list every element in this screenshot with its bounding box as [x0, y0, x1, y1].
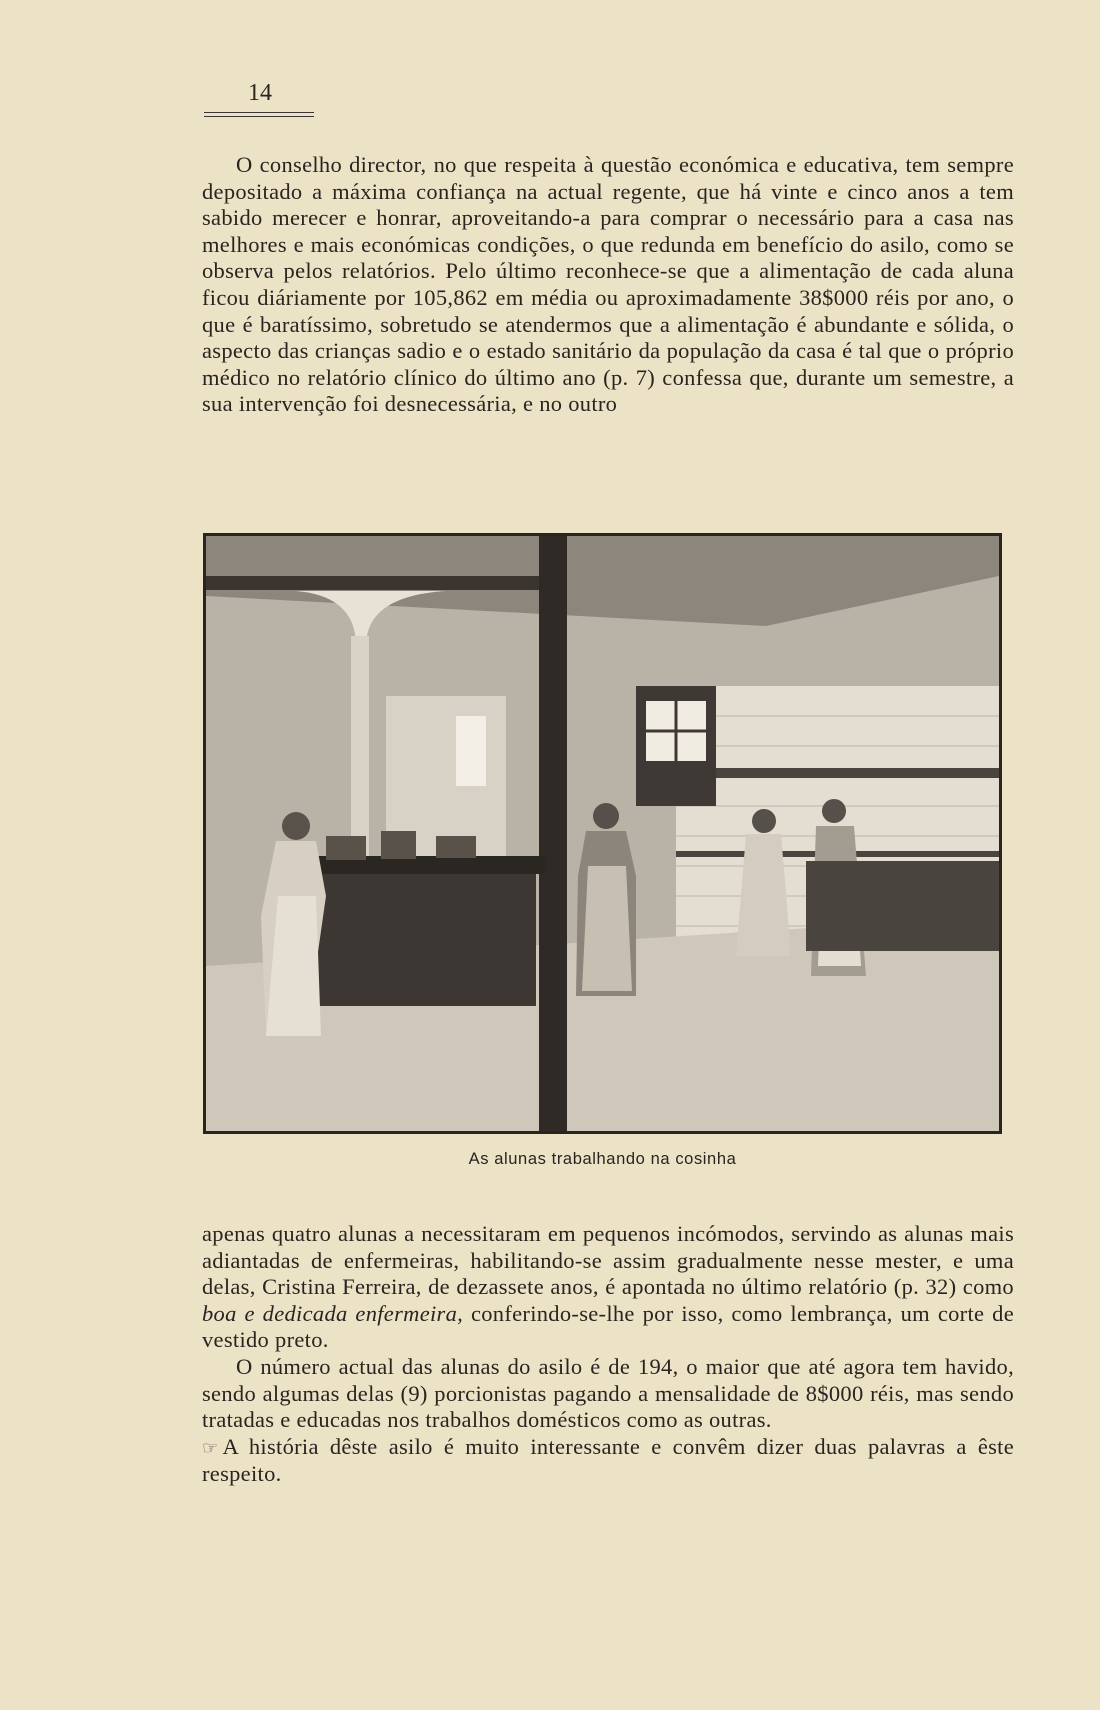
kitchen-photo-image — [206, 536, 999, 1131]
para1-emphasis: boa e dedicada enfermeira, — [202, 1300, 464, 1326]
pointing-hand-icon: ☞ — [202, 1437, 219, 1458]
kitchen-photograph — [203, 533, 1002, 1134]
para1-end: conferindo-se-lhe por isso, como lembrança, um corte de vestido preto. — [202, 1300, 1014, 1353]
bottom-paragraph-2: O número actual das alunas do asilo é de 194, o maior que até agora tem havido, sendo algumas delas (9) porcionistas pagando a mensalidade de 8$000 réis, mas sendo tratadas e educadas nos trabalhos domésticos como as outras. — [202, 1353, 1014, 1433]
bottom-paragraph-1 — [202, 1221, 1014, 1354]
top-paragraph — [202, 152, 1014, 418]
para3-text: A história dêste asilo é muito interessante e convêm dizer duas palavras a êste respeito. — [202, 1433, 1014, 1487]
bottom-text — [202, 1221, 1014, 1488]
top-paragraph-text: O conselho director, no que respeita à questão económica e educativa, tem sempre depositado a máxima confiança na actual regente, que há vinte e cinco anos a tem sabido merecer e honrar, aproveitando-a para comprar o necessário para a casa nas melhores e mais económicas condições, o que redunda em benefício do asilo, como se observa pelos relatórios. Pelo último reconhece-se que a alimentação de cada aluna ficou diáriamente por 105,862 em média ou aproximadamente 38$000 réis por ano, o que é baratíssimo, sobretudo se atendermos que a alimentação é abundante e sólida, o aspecto das crianças sadio e o estado sanitário da população da casa é tal que o próprio médico no relatório clínico do último ano (p. 7) confessa que, durante um semestre, a sua intervenção foi desnecessária, e no outro — [202, 152, 1014, 417]
photo-caption: As alunas trabalhando na cosinha — [468, 1150, 737, 1168]
para1-start: apenas quatro alunas a necessitaram em pequenos incómodos, servindo as alunas mais adiantadas de enfermeiras, habilitando-se assim gradualmente nesse mester, e uma delas, Cristina Ferreira, de dezassete anos, é apontada no último relatório (p. 32) como — [202, 1221, 1014, 1300]
page-number-rule — [204, 112, 314, 117]
page-number: 14 — [248, 80, 272, 106]
bottom-paragraph-3 — [202, 1434, 1014, 1488]
